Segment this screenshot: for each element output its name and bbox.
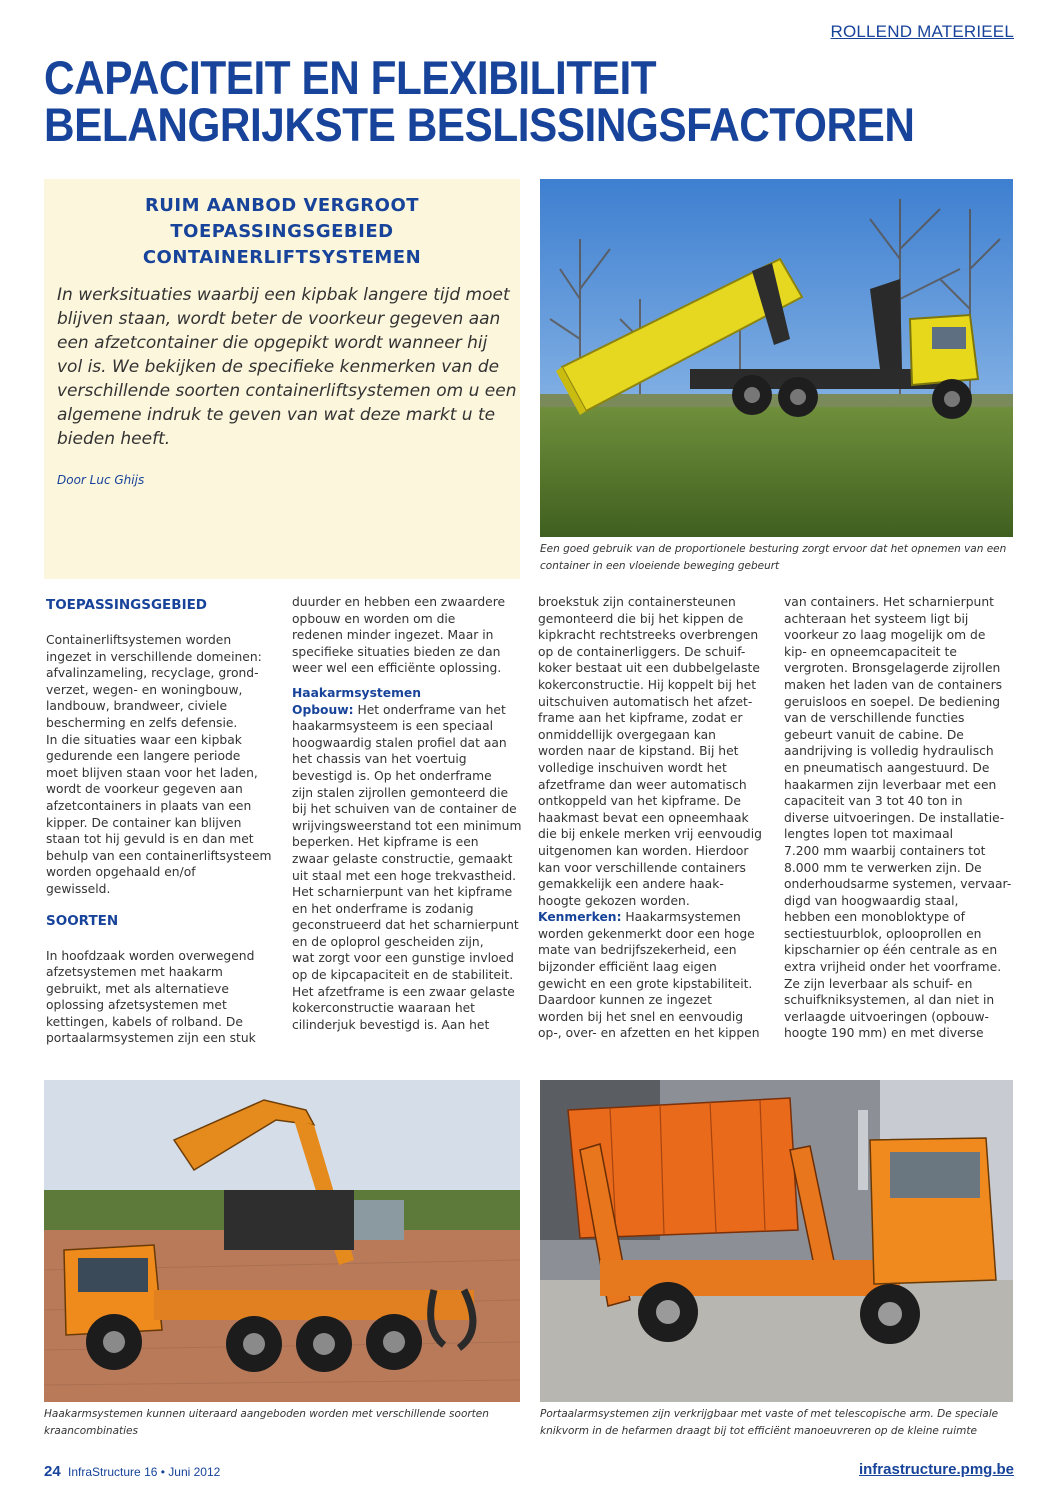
- body-line: In hoofdzaak worden overwegend: [46, 948, 255, 963]
- body-line: onmiddellijk overgegaan kan: [538, 727, 716, 742]
- body-line: bescherming en zelfs defensie.: [46, 715, 238, 730]
- issue-info: InfraStructure 16 • Juni 2012: [68, 1465, 221, 1479]
- body-line: kipper. De container kan blijven: [46, 815, 242, 830]
- body-line: vergroten. Bronsgelagerde zijrollen: [784, 661, 1001, 676]
- body-line: worden opgehaald en/of: [46, 865, 196, 880]
- body-line: Containerliftsystemen worden: [46, 633, 232, 647]
- intro-lead-line: vol is. We bekijken de specifieke kenmerken van de: [57, 357, 500, 377]
- intro-lead-line: blijven staan, wordt beter de voorkeur gegeven aan: [57, 309, 501, 329]
- body-line: en pneumatisch aangestuurd. De: [784, 760, 990, 775]
- intro-lead: [57, 283, 517, 451]
- section-heading-soorten: SOORTEN: [46, 912, 119, 929]
- body-line: [292, 702, 524, 719]
- body-line: lengtes lopen tot maximaal: [784, 827, 954, 842]
- body-line: broekstuk zijn containersteunen: [538, 595, 736, 609]
- body-line: uitgenomen kan worden. Hierdoor: [538, 843, 749, 858]
- body-line: gebruikt, met als alternatieve: [46, 981, 229, 996]
- article-headline: [44, 51, 926, 151]
- body-line: cilinderjuk bevestigd is. Aan het: [292, 1017, 490, 1032]
- body-line: geconstrueerd dat het scharnierpunt: [292, 918, 519, 933]
- body-line: worden bij het snel en eenvoudig: [538, 1009, 744, 1024]
- body-line: behulp van een containerliftsysteem: [46, 848, 272, 863]
- caption-line: Een goed gebruik van de proportionele besturing zorgt ervoor dat het opnemen van een: [540, 543, 1007, 555]
- body-line: Het scharnierpunt van het kipframe: [292, 885, 513, 900]
- body-line: wordt de voorkeur gegeven aan: [46, 782, 243, 797]
- photo-orange-crane-truck: [44, 1080, 520, 1402]
- body-line: weer wel een efficiënte oplossing.: [292, 661, 502, 676]
- body-line: van de verschillende functies: [784, 711, 965, 726]
- body-line: opbouw en worden om die: [292, 611, 456, 626]
- caption-line: Portaalarmsystemen zijn verkrijgbaar met vaste of met telescopische arm. De speciale: [540, 1408, 999, 1420]
- caption-bottom-left-photo: [44, 1406, 489, 1440]
- body-line: portaalarmsystemen zijn een stuk: [46, 1031, 256, 1046]
- body-line: gewicht en een grote kipstabiliteit.: [538, 976, 753, 991]
- body-line: uitschuiven automatisch het afzet-: [538, 694, 753, 709]
- body-line: van containers. Het scharnierpunt: [784, 595, 994, 609]
- body-line: op de kipcapaciteit en de stabiliteit.: [292, 968, 514, 983]
- body-text: Haakarmsystemen: [621, 910, 741, 925]
- body-line: verlaagde uitvoeringen (opbouw-: [784, 1009, 989, 1024]
- body-line: afvalinzameling, recyclage, grond-: [46, 666, 259, 681]
- body-line: [538, 909, 770, 926]
- body-line: haakmast bevat een opneemhaak: [538, 810, 749, 825]
- section-label: ROLLEND MATERIEEL: [830, 22, 1014, 41]
- body-line: mate van bedrijfszekerheid, een: [538, 943, 737, 958]
- body-line: schuifkniksystemen, al dan niet in: [784, 993, 995, 1008]
- body-line: kip- en opneemcapaciteit te: [784, 644, 957, 659]
- body-line: 8.000 mm te verwerken zijn. De: [784, 860, 982, 875]
- caption-line: Haakarmsystemen kunnen uiteraard aangeboden worden met verschillende soorten: [44, 1408, 489, 1420]
- body-line: maken het laden van de containers: [784, 677, 1003, 692]
- body-line: landbouw, brandweer, civiele: [46, 699, 228, 714]
- photo-yellow-hooklift-truck: [540, 179, 1013, 537]
- body-line: wrijvingsweerstand tot een minimum: [292, 818, 522, 833]
- body-line: staan tot hij gevuld is en dan met: [46, 832, 254, 847]
- body-line: specifieke situaties bieden ze dan: [292, 644, 501, 659]
- caption-top-photo: [540, 541, 1006, 575]
- body-line: het chassis van het voertuig: [292, 752, 467, 767]
- intro-lead-line: een afzetcontainer die opgepikt wordt wanneer hij: [57, 333, 488, 353]
- body-line: hoogte gekozen worden.: [538, 893, 690, 908]
- headline-line-2: BELANGRIJKSTE BESLISSINGSFACTOREN: [44, 98, 915, 151]
- caption-bottom-right-photo: [540, 1406, 998, 1440]
- intro-lead-line: In werksituaties waarbij een kipbak langere tijd moet: [57, 285, 510, 305]
- body-line: gemonteerd die bij het kippen de: [538, 611, 744, 626]
- body-line: wat zorgt voor een gunstige invloed: [292, 951, 514, 966]
- body-line: hebben een monobloktype of: [784, 910, 965, 925]
- section-heading-toepassingsgebied: TOEPASSINGSGEBIED: [46, 597, 208, 613]
- body-line: kipscharnier op één centrale as en: [784, 943, 998, 958]
- caption-line: container in een vloeiende beweging gebeurt: [540, 560, 780, 572]
- body-line: achteraan het systeem ligt bij: [784, 611, 969, 626]
- text-column-1: [46, 594, 278, 1047]
- intro-subtitle-line: RUIM AANBOD VERGROOT: [144, 195, 420, 216]
- text-column-2: [292, 594, 524, 1033]
- intro-lead-line: bieden heeft.: [57, 429, 171, 449]
- text-column-4: [784, 594, 1016, 1042]
- page-footer: [44, 1463, 220, 1480]
- body-line: zwaar gelaste constructie, gemaakt: [292, 851, 513, 866]
- body-line: en de oploprol gescheiden zijn,: [292, 934, 484, 949]
- body-line: koker bestaat uit een dubbelgelaste: [538, 661, 760, 676]
- body-line: extra vrijheid onder het voorframe.: [784, 960, 1002, 975]
- body-line: redenen minder ingezet. Maar in: [292, 628, 494, 643]
- body-line: afzetframe dan weer automatisch: [538, 777, 747, 792]
- body-line: hoogte 190 mm) en met diverse: [784, 1026, 984, 1041]
- body-line: zijn stalen zijrollen gemonteerd die: [292, 785, 509, 800]
- body-line: kokerconstructie waaraan het: [292, 1001, 476, 1016]
- run-in-label-opbouw: Opbouw:: [292, 702, 354, 717]
- body-line: gemakkelijk een andere haak-: [538, 877, 724, 892]
- body-line: bijzonder efficiënt laag eigen: [538, 960, 717, 975]
- body-line: ingezet in verschillende domeinen:: [46, 649, 262, 664]
- body-line: sectiestuurblok, oplooprollen en: [784, 926, 982, 941]
- photo-orange-skip-loader: [540, 1080, 1013, 1402]
- body-line: afzetcontainers in plaats van een: [46, 798, 252, 813]
- body-line: diverse uitvoeringen. De installatie-: [784, 810, 1005, 825]
- body-line: kan voor verschillende containers: [538, 860, 746, 875]
- author-byline: Door Luc Ghijs: [57, 473, 145, 487]
- body-line: worden gekenmerkt door een hoge: [538, 926, 755, 941]
- body-line: op-, over- en afzetten en het kippen: [538, 1026, 760, 1041]
- body-line: In die situaties waar een kipbak: [46, 732, 242, 747]
- body-line: 7.200 mm waarbij containers tot: [784, 843, 986, 858]
- body-line: beperken. Het kipframe is een: [292, 835, 479, 850]
- body-line: voorkeur zo laag mogelijk om de: [784, 628, 986, 643]
- intro-subtitle-line: CONTAINERLIFTSYSTEMEN: [142, 247, 422, 268]
- headline-line-1: CAPACITEIT EN FLEXIBILITEIT: [44, 51, 657, 104]
- body-line: worden naar de kipstand. Bij het: [538, 744, 739, 759]
- body-line: Het afzetframe is een zwaar gelaste: [292, 984, 515, 999]
- body-line: hoogwaardig stalen profiel dat aan: [292, 735, 507, 750]
- body-line: gewisseld.: [46, 881, 111, 896]
- caption-line: kraancombinaties: [44, 1425, 138, 1437]
- intro-subtitle-line: TOEPASSINGSGEBIED: [170, 221, 394, 242]
- body-line: aandrijving is volledig hydraulisch: [784, 744, 994, 759]
- body-line: en het onderframe is zodanig: [292, 901, 474, 916]
- body-line: ontkoppeld van het kipframe. De: [538, 794, 741, 809]
- body-line: uit staal met een hoge trekvastheid.: [292, 868, 517, 883]
- body-line: onderhoudsarme systemen, vervaar-: [784, 877, 1012, 892]
- body-line: Daardoor kunnen ze ingezet: [538, 993, 712, 1008]
- body-line: Ze zijn leverbaar als schuif- en: [784, 976, 973, 991]
- body-line: kettingen, kabels of rolband. De: [46, 1014, 243, 1029]
- body-line: geruisloos en soepel. De bediening: [784, 694, 1001, 709]
- body-line: oplossing afzetsystemen met: [46, 998, 227, 1013]
- intro-subtitle: [44, 193, 520, 271]
- body-line: op de containerliggers. De schuif-: [538, 644, 746, 659]
- intro-lead-line: algemene indruk te geven van wat deze markt u te: [57, 405, 496, 425]
- body-line: digd van hoogwaardig staal,: [784, 893, 959, 908]
- body-line: bevestigd is. Op het onderframe: [292, 768, 492, 783]
- body-line: haakarmsysteem is een speciaal: [292, 719, 494, 734]
- body-line: verzet, wegen- en woningbouw,: [46, 682, 243, 697]
- intro-lead-line: verschillende soorten containerliftsystemen om u een: [57, 381, 517, 401]
- body-line: gebeurt vanuit de cabine. De: [784, 727, 964, 742]
- website-link[interactable]: infrastructure.pmg.be: [858, 1461, 1014, 1478]
- body-line: volledige inschuiven wordt het: [538, 760, 727, 775]
- body-line: capaciteit van 3 tot 40 ton in: [784, 794, 963, 809]
- body-line: haakarmen zijn leverbaar met een: [784, 777, 997, 792]
- body-line: afzetsystemen met haakarm: [46, 965, 223, 980]
- run-in-label-kenmerken: Kenmerken:: [538, 910, 622, 925]
- body-line: bij het schuiven van de container de: [292, 802, 517, 817]
- page-number: 24: [44, 1463, 61, 1480]
- body-line: kokerconstructie. Hij koppelt bij het: [538, 677, 757, 692]
- body-line: kipkracht rechtstreeks overbrengen: [538, 628, 759, 643]
- body-line: gedurende een langere periode: [46, 749, 241, 764]
- body-line: die bij enkele merken vrij eenvoudig: [538, 827, 762, 842]
- body-line: duurder en hebben een zwaardere: [292, 595, 506, 609]
- caption-line: knikvorm in de hefarmen draagt bij tot efficiënt manoeuvreren op de kleine ruimte: [540, 1425, 977, 1437]
- body-line: frame aan het kipframe, zodat er: [538, 711, 743, 726]
- text-column-3: [538, 594, 770, 1042]
- body-line: moet blijven staan voor het laden,: [46, 765, 258, 780]
- intro-box: [44, 179, 520, 579]
- body-text: Het onderframe van het: [353, 702, 506, 717]
- subheading-haakarmsystemen: Haakarmsystemen: [292, 685, 422, 700]
